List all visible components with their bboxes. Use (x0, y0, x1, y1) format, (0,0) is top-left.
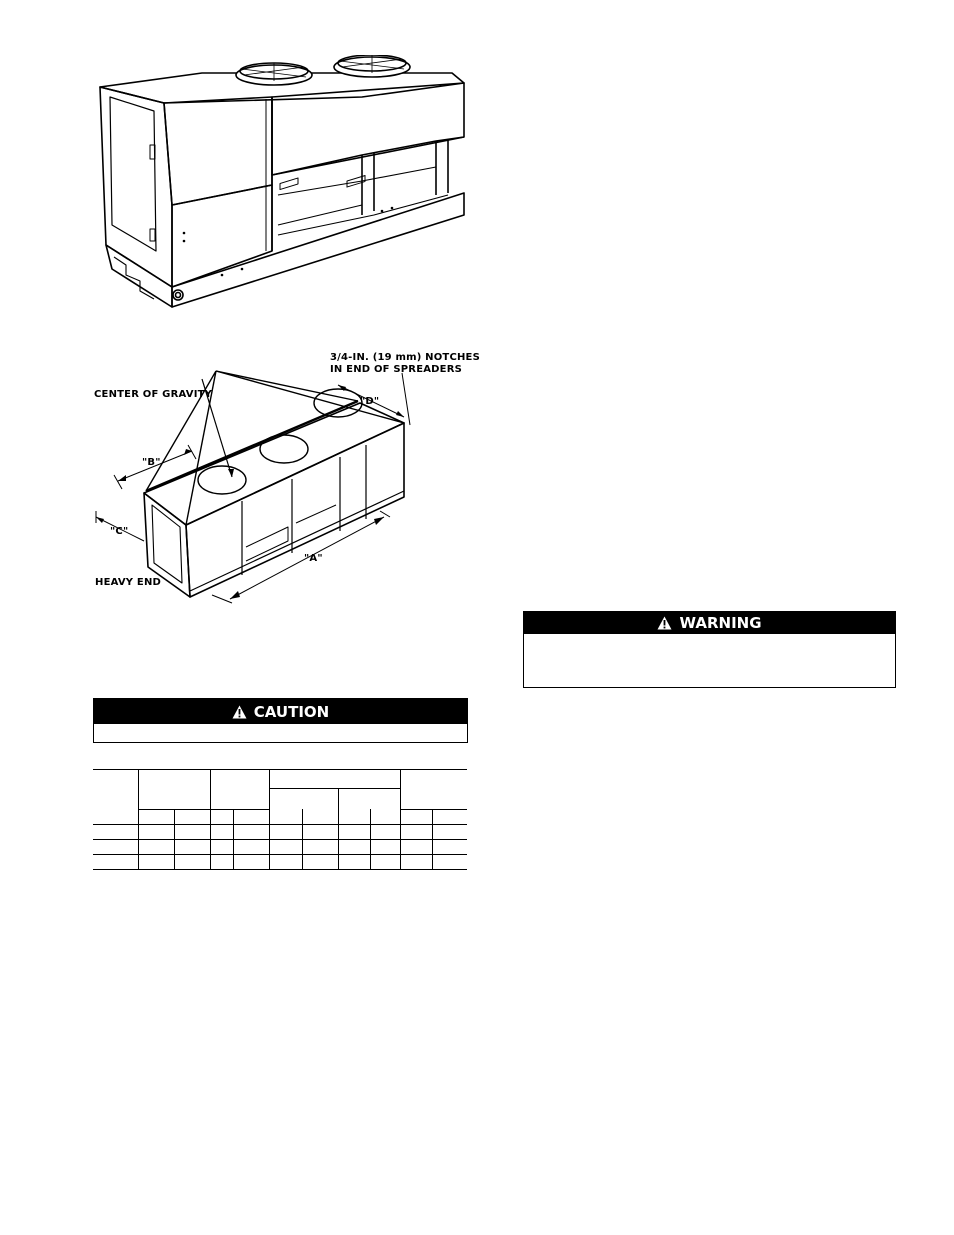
table-row (93, 840, 467, 855)
table-header-row (93, 770, 467, 789)
table-header-row (93, 809, 467, 824)
dim-b-label: "B" (142, 457, 161, 468)
rigging-diagram (92, 345, 472, 610)
warning-triangle-icon (657, 616, 672, 630)
table-row (93, 855, 467, 870)
warning-header (524, 612, 895, 634)
table-row (93, 825, 467, 840)
dim-a-label: "A" (304, 553, 323, 564)
dim-d-label: "D" (360, 396, 380, 407)
rigging-weights-table (93, 769, 467, 870)
center-of-gravity-label: CENTER OF GRAVITY (94, 389, 213, 400)
spreaders-label: IN END OF SPREADERS (330, 364, 463, 375)
warning-box (523, 611, 896, 688)
warning-title: WARNING (679, 614, 762, 632)
caution-title: CAUTION (253, 702, 330, 721)
warning-triangle-icon (232, 705, 247, 719)
notches-label: 3/4-IN. (19 mm) NOTCHES (330, 352, 480, 363)
heavy-end-label: HEAVY END (95, 577, 162, 588)
caution-box (93, 698, 468, 743)
rooftop-unit-illustration (92, 55, 472, 315)
caution-header (94, 699, 467, 724)
dim-c-label: "C" (110, 526, 129, 537)
